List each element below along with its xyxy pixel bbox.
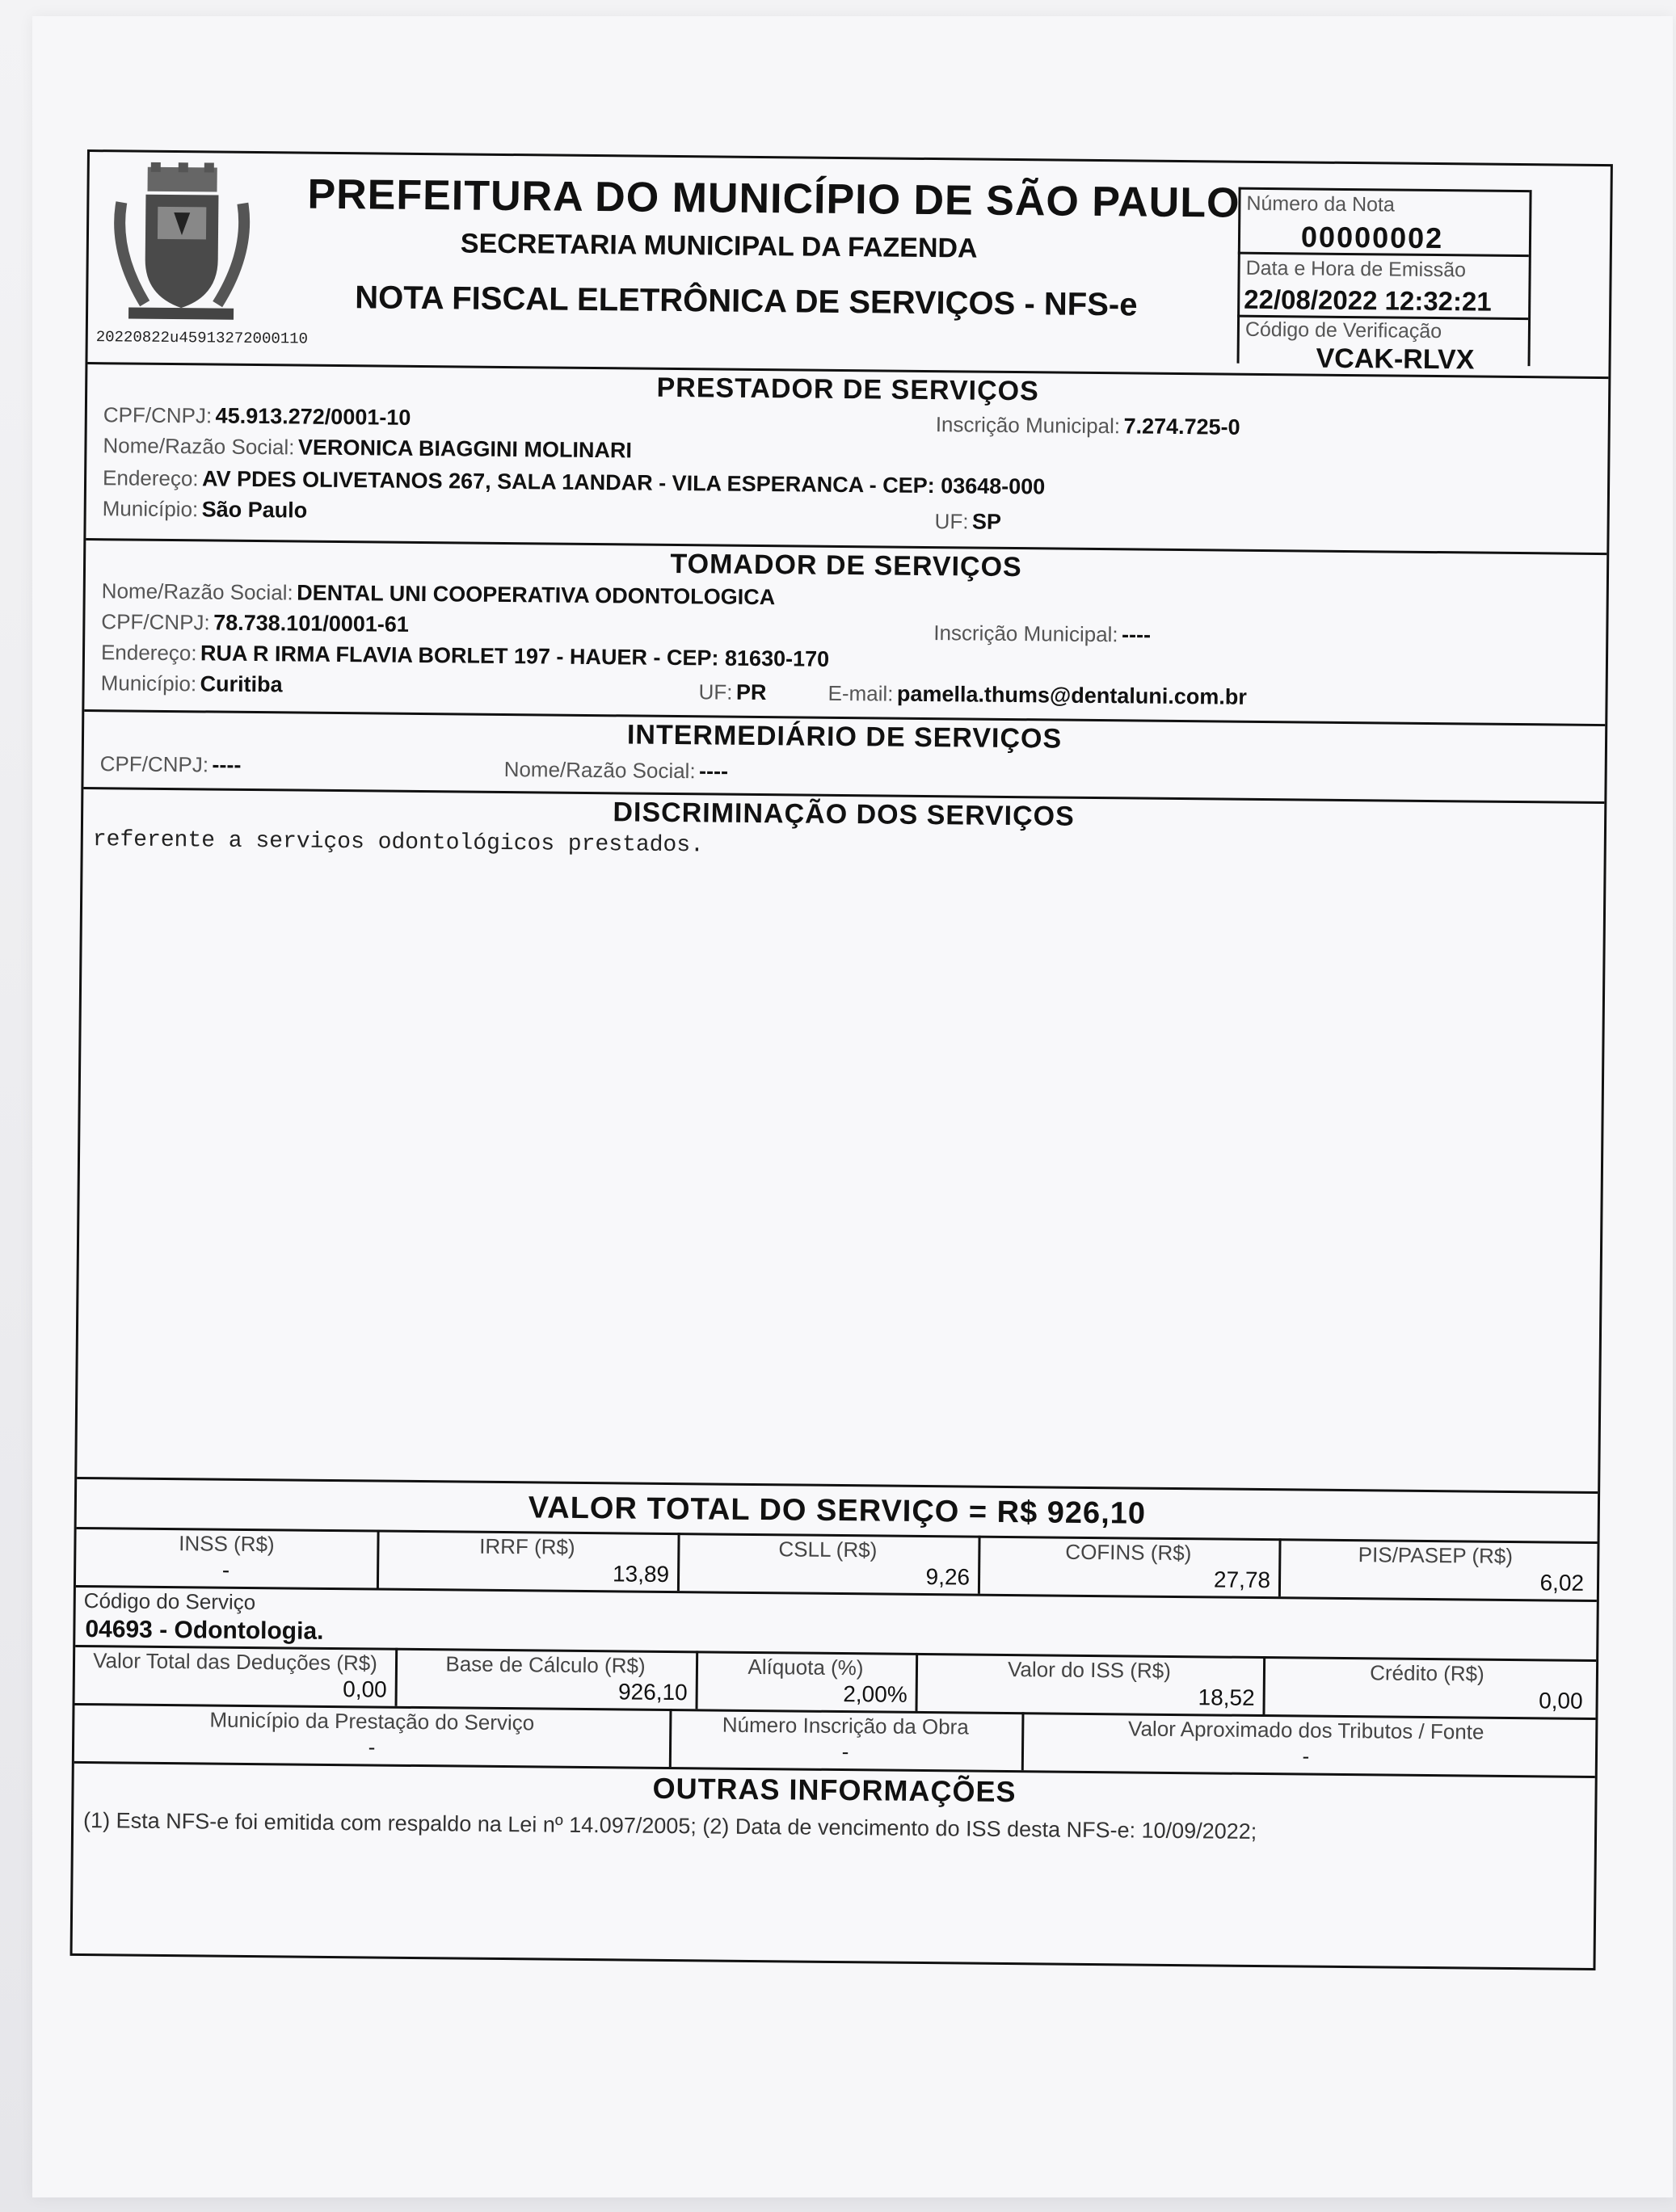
discriminacao-title: DISCRIMINAÇÃO DOS SERVIÇOS: [613, 797, 1075, 832]
credito-label: Crédito (R$): [1370, 1660, 1484, 1686]
pis-pasep-label: PIS/PASEP (R$): [1358, 1542, 1514, 1569]
deducoes-label: Valor Total das Deduções (R$): [93, 1648, 378, 1676]
discriminacao-text: referente a serviços odontológicos prestados.: [92, 827, 705, 859]
inss-label: INSS (R$): [179, 1531, 275, 1557]
inscricao-obra-value: -: [841, 1739, 849, 1764]
document-type: NOTA FISCAL ELETRÔNICA DE SERVIÇOS - NFS-e: [355, 280, 1138, 323]
prestador-title: PRESTADOR DE SERVIÇOS: [656, 372, 1039, 407]
codigo-servico-value: 04693 - Odontologia.: [85, 1616, 324, 1645]
data-emissao-value: 22/08/2022 12:32:21: [1244, 284, 1492, 317]
base-calculo-label: Base de Cálculo (R$): [445, 1651, 646, 1678]
prestador-nome-label: Nome/Razão Social:: [103, 433, 295, 460]
tomador-uf-label: UF:: [698, 679, 733, 704]
valor-iss-label: Valor do ISS (R$): [1007, 1657, 1172, 1683]
tomador-cpf-label: CPF/CNPJ:: [101, 609, 210, 635]
tomador-cpf: 78.738.101/0001-61: [213, 610, 410, 637]
csll-label: CSLL (R$): [778, 1537, 878, 1562]
tomador-endereco-label: Endereço:: [100, 640, 197, 666]
tomador-endereco: RUA R IRMA FLAVIA BORLET 197 - HAUER - CEP: 81630-170: [200, 641, 830, 671]
tomador-title: TOMADOR DE SERVIÇOS: [670, 548, 1022, 583]
municipio-prestacao-label: Município da Prestação do Serviço: [209, 1707, 535, 1735]
intermediario-cpf-label: CPF/CNPJ:: [99, 751, 209, 777]
prestador-endereco: AV PDES OLIVETANOS 267, SALA 1ANDAR - VILA ESPERANCA - CEP: 03648-000: [201, 466, 1046, 499]
prestador-cpf-label: CPF/CNPJ:: [103, 402, 213, 428]
valor-total: VALOR TOTAL DO SERVIÇO = R$ 926,10: [528, 1491, 1147, 1531]
page-title: PREFEITURA DO MUNICÍPIO DE SÃO PAULO: [307, 170, 1240, 227]
base-calculo-value: 926,10: [617, 1679, 688, 1705]
outras-info-title: OUTRAS INFORMAÇÕES: [652, 1771, 1017, 1809]
codigo-verificacao-label: Código de Verificação: [1244, 318, 1442, 343]
credito-value: 0,00: [1539, 1688, 1583, 1714]
tomador-email-label: E-mail:: [827, 680, 894, 706]
tomador-im: ----: [1121, 622, 1152, 647]
prestador-municipio-label: Município:: [102, 496, 199, 522]
codigo-servico-label: Código do Serviço: [83, 1588, 256, 1615]
tomador-im-label: Inscrição Municipal:: [933, 620, 1118, 647]
pis-pasep-value: 6,02: [1539, 1570, 1585, 1596]
prestador-uf-label: UF:: [934, 509, 969, 534]
data-emissao-label: Data e Hora de Emissão: [1245, 256, 1467, 282]
inss-value: -: [221, 1557, 230, 1583]
nfse-document: [70, 149, 1613, 1970]
outras-info-text: (1) Esta NFS-e foi emitida com respaldo na Lei nº 14.097/2005; (2) Data de vencimento do ISS desta NFS-e: 10/09/2022;: [83, 1808, 1257, 1844]
tomador-municipio-label: Município:: [100, 671, 197, 696]
tomador-municipio: Curitiba: [200, 671, 283, 697]
intermediario-title: INTERMEDIÁRIO DE SERVIÇOS: [626, 719, 1063, 755]
municipio-prestacao-value: -: [368, 1735, 376, 1760]
inscricao-obra-label: Número Inscrição da Obra: [722, 1712, 969, 1739]
prestador-nome: VERONICA BIAGGINI MOLINARI: [297, 435, 633, 463]
cofins-value: 27,78: [1213, 1566, 1271, 1593]
prestador-uf: SP: [971, 509, 1002, 534]
prestador-im-label: Inscrição Municipal:: [935, 412, 1121, 439]
tomador-nome-label: Nome/Razão Social:: [101, 578, 293, 605]
page-subtitle: SECRETARIA MUNICIPAL DA FAZENDA: [460, 228, 978, 264]
intermediario-cpf: ----: [212, 752, 242, 777]
cofins-label: COFINS (R$): [1065, 1539, 1192, 1566]
barcode-text: 20220822u45913272000110: [95, 328, 309, 348]
irrf-label: IRRF (R$): [479, 1533, 575, 1559]
tomador-nome: DENTAL UNI COOPERATIVA ODONTOLOGICA: [297, 580, 776, 610]
tomador-uf: PR: [735, 679, 767, 705]
valor-iss-value: 18,52: [1198, 1684, 1255, 1710]
valor-aproximado-value: -: [1302, 1743, 1310, 1768]
prestador-cpf: 45.913.272/0001-10: [215, 403, 411, 430]
deducoes-value: 0,00: [343, 1676, 387, 1702]
numero-nota-label: Número da Nota: [1246, 191, 1395, 217]
prestador-endereco-label: Endereço:: [102, 465, 199, 491]
aliquota-label: Alíquota (%): [747, 1654, 864, 1680]
numero-nota-value: 00000002: [1300, 220, 1444, 255]
aliquota-value: 2,00%: [843, 1681, 907, 1707]
codigo-verificacao-value: VCAK-RLVX: [1316, 343, 1475, 376]
irrf-value: 13,89: [612, 1561, 670, 1587]
coat-of-arms-icon: [112, 162, 251, 325]
intermediario-nome: ----: [698, 759, 729, 784]
valor-aproximado-label: Valor Aproximado dos Tributos / Fonte: [1127, 1716, 1484, 1744]
intermediario-nome-label: Nome/Razão Social:: [503, 756, 696, 784]
tomador-email: pamella.thums@dentaluni.com.br: [896, 681, 1247, 709]
csll-value: 9,26: [925, 1564, 971, 1590]
prestador-im: 7.274.725-0: [1123, 414, 1240, 439]
prestador-municipio: São Paulo: [201, 497, 308, 523]
